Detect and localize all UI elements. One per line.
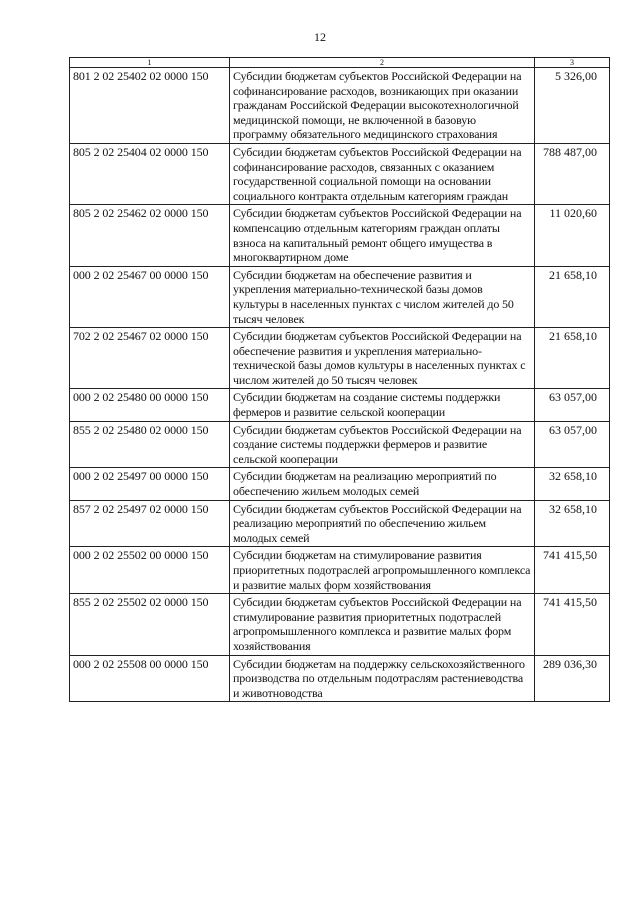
budget-code: 857 2 02 25497 02 0000 150 bbox=[70, 500, 230, 547]
amount: 741 415,50 bbox=[535, 547, 610, 594]
table-row bbox=[70, 655, 610, 702]
column-number-3: 3 bbox=[535, 58, 610, 68]
budget-code: 805 2 02 25462 02 0000 150 bbox=[70, 205, 230, 266]
subsidy-description: Субсидии бюджетам на реализацию мероприятий по обеспечению жильем молодых семей bbox=[230, 468, 535, 500]
page-number: 12 bbox=[314, 30, 326, 44]
amount: 63 057,00 bbox=[535, 389, 610, 421]
budget-code: 855 2 02 25480 02 0000 150 bbox=[70, 421, 230, 468]
table-row bbox=[70, 389, 610, 421]
budget-table bbox=[69, 57, 610, 702]
subsidy-description: Субсидии бюджетам субъектов Российской Федерации на компенсацию отдельным категориям граждан оплаты взноса на капитальный ремонт общего имущества в многоквартирном доме bbox=[230, 205, 535, 266]
amount: 11 020,60 bbox=[535, 205, 610, 266]
subsidy-description: Субсидии бюджетам субъектов Российской Федерации на обеспечение развития и укрепления материально-технической базы домов культуры в населенных пунктах с числом жителей до 50 тысяч человек bbox=[230, 328, 535, 389]
subsidy-description: Субсидии бюджетам на стимулирование развития приоритетных подотраслей агропромышленного комплекса и развитие малых форм хозяйствования bbox=[230, 547, 535, 594]
table-row bbox=[70, 266, 610, 327]
budget-code: 805 2 02 25404 02 0000 150 bbox=[70, 143, 230, 204]
amount: 21 658,10 bbox=[535, 328, 610, 389]
amount: 32 658,10 bbox=[535, 468, 610, 500]
subsidy-description: Субсидии бюджетам субъектов Российской Федерации на софинансирование расходов, связанных с оказанием государственной социальной помощи на основании социального контракта отдельным категориям граждан bbox=[230, 143, 535, 204]
budget-code: 000 2 02 25480 00 0000 150 bbox=[70, 389, 230, 421]
column-number-2: 2 bbox=[230, 58, 535, 68]
subsidy-description: Субсидии бюджетам субъектов Российской Федерации на создание системы поддержки фермеров и развитие сельской кооперации bbox=[230, 421, 535, 468]
table-row bbox=[70, 143, 610, 204]
table-row bbox=[70, 468, 610, 500]
budget-code: 000 2 02 25467 00 0000 150 bbox=[70, 266, 230, 327]
table-row bbox=[70, 68, 610, 144]
table-row bbox=[70, 328, 610, 389]
amount: 63 057,00 bbox=[535, 421, 610, 468]
table-row bbox=[70, 547, 610, 594]
column-number-row bbox=[70, 58, 610, 68]
subsidy-description: Субсидии бюджетам на обеспечение развития и укрепления материально-технической базы домов культуры в населенных пунктах с числом жителей до 50 тысяч человек bbox=[230, 266, 535, 327]
amount: 32 658,10 bbox=[535, 500, 610, 547]
subsidy-description: Субсидии бюджетам субъектов Российской Федерации на стимулирование развития приоритетных подотраслей агропромышленного комплекса и развитие малых форм хозяйствования bbox=[230, 594, 535, 655]
budget-code: 855 2 02 25502 02 0000 150 bbox=[70, 594, 230, 655]
budget-code: 801 2 02 25402 02 0000 150 bbox=[70, 68, 230, 144]
subsidy-description: Субсидии бюджетам субъектов Российской Федерации на реализацию мероприятий по обеспечению жильем молодых семей bbox=[230, 500, 535, 547]
budget-code: 000 2 02 25508 00 0000 150 bbox=[70, 655, 230, 702]
table-row bbox=[70, 594, 610, 655]
amount: 788 487,00 bbox=[535, 143, 610, 204]
subsidy-description: Субсидии бюджетам на поддержку сельскохозяйственного производства по отдельным подотраслям растениеводства и животноводства bbox=[230, 655, 535, 702]
amount: 289 036,30 bbox=[535, 655, 610, 702]
amount: 5 326,00 bbox=[535, 68, 610, 144]
budget-code: 000 2 02 25497 00 0000 150 bbox=[70, 468, 230, 500]
table-row bbox=[70, 205, 610, 266]
table-row bbox=[70, 500, 610, 547]
subsidy-description: Субсидии бюджетам на создание системы поддержки фермеров и развитие сельской кооперации bbox=[230, 389, 535, 421]
budget-code: 000 2 02 25502 00 0000 150 bbox=[70, 547, 230, 594]
column-number-1: 1 bbox=[70, 58, 230, 68]
subsidy-description: Субсидии бюджетам субъектов Российской Федерации на софинансирование расходов, возникающих при оказании гражданам Российской Федерации высокотехнологичной медицинской помощи, не включенной в базовую программу обязательного медицинского страхования bbox=[230, 68, 535, 144]
amount: 741 415,50 bbox=[535, 594, 610, 655]
budget-table-body bbox=[70, 58, 610, 702]
table-row bbox=[70, 421, 610, 468]
budget-code: 702 2 02 25467 02 0000 150 bbox=[70, 328, 230, 389]
amount: 21 658,10 bbox=[535, 266, 610, 327]
